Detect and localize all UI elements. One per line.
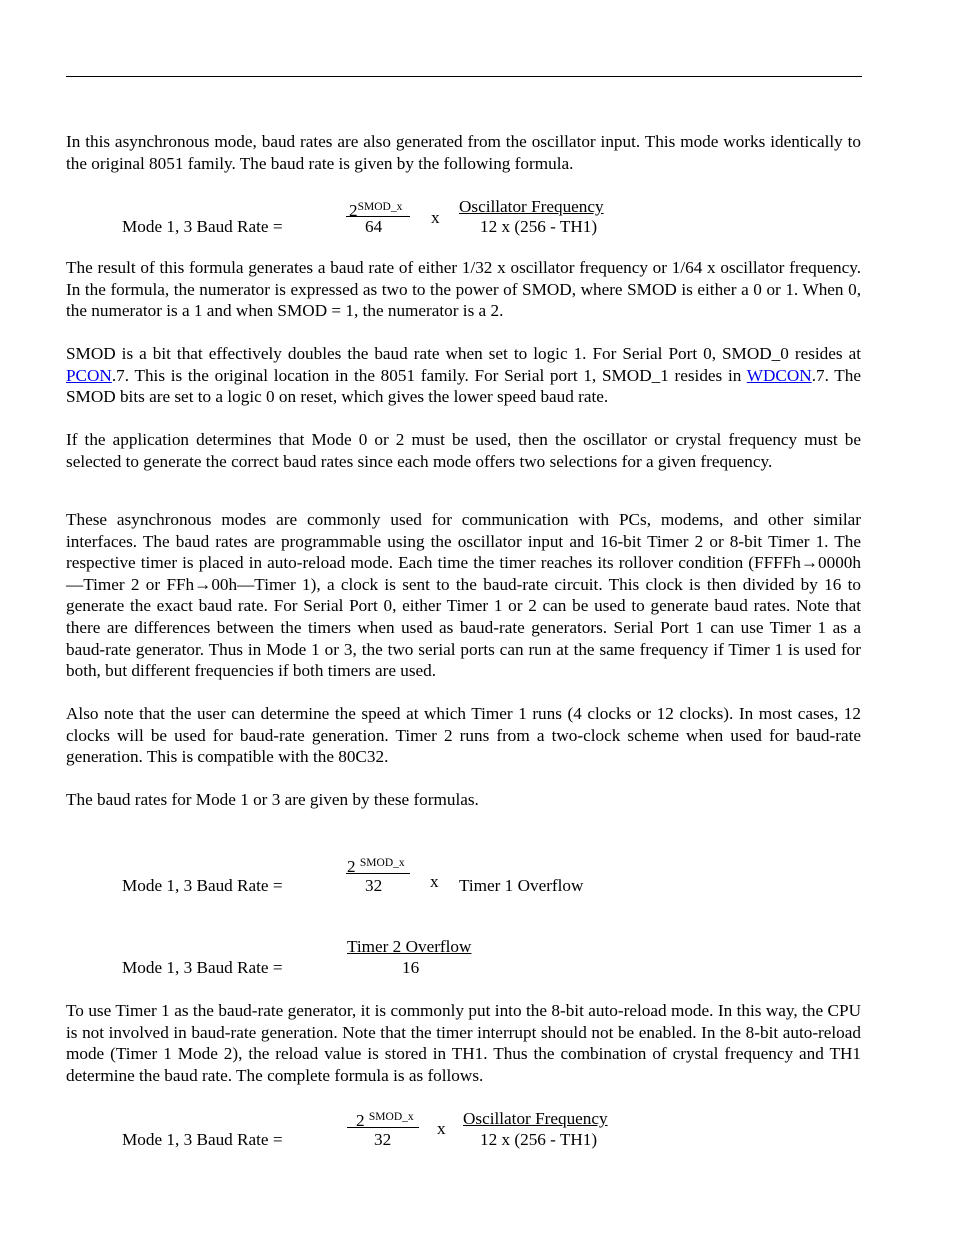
formula-2-label: Mode 1, 3 Baud Rate =: [122, 876, 283, 895]
formula-4-numerator: 2 $^{SMOD\_x}$: [356, 1111, 414, 1130]
formula-1-numerator: $2^{SMOD\_x}$: [349, 201, 403, 220]
result-paragraph: The result of this formula generates a baud rate of either 1/32 x oscillator frequency or 1/64 x oscillator frequency. In the formula, the numerator is expressed as two to the power of SMOD, where SMOD is either a 0 or 1. When 0, the numerator is a 1 and when SMOD = 1, the numerator is a 2.: [66, 258, 861, 321]
formula-3-label: Mode 1, 3 Baud Rate =: [122, 958, 283, 977]
formula-1-numerator-2: Oscillator Frequency: [459, 197, 604, 216]
formula-4-denominator-2: 12 x (256 - TH1): [480, 1130, 598, 1149]
formula-3-numerator: Timer 2 Overflow: [347, 937, 472, 956]
pcon-link[interactable]: PCON: [66, 365, 112, 385]
formula-1-label: Mode 1, 3 Baud Rate =: [122, 217, 283, 236]
formula-4-denominator: 32: [374, 1130, 392, 1149]
formula-4-fraction-bar: [347, 1127, 419, 1128]
formula-3-denominator: 16: [402, 958, 420, 977]
formulas-intro: The baud rates for Mode 1 or 3 are given by these formulas.: [66, 790, 479, 809]
formula-2-denominator: 32: [365, 876, 383, 895]
formula-1-denominator-2: 12 x (256 - TH1): [480, 217, 598, 236]
formula-4-label: Mode 1, 3 Baud Rate =: [122, 1130, 283, 1149]
wdcon-link[interactable]: WDCON: [746, 365, 812, 385]
async-modes-paragraph: These asynchronous modes are commonly used for communication with PCs, modems, and other similar interfaces. The baud rates are programmable using the oscillator input and 16-bit Timer 2 or 8-bit Timer 1. The respective timer is placed in auto-reload mode. Each time the timer reaches its rollover condition (FFFFh→0000h—Timer 2 or FFh→00h—Timer 1), a clock is sent to the baud-rate circuit. This clock is then divided by 16 to generate the exact baud rate. For Serial Port 0, either Timer 1 or 2 can be used to generate baud rates. Note that there are differences between the timers when used as baud-rate generators. Serial Port 1 can use Timer 1 as a baud-rate generator. Thus in Mode 1 or 3, the two serial ports can run at the same frequency if Timer 1 is used for both, but different frequencies if both timers are used.: [66, 510, 861, 681]
header-rule: [66, 76, 862, 77]
smod-paragraph: SMOD is a bit that effectively doubles the baud rate when set to logic 1. For Serial Port 0, SMOD_0 resides at PCON.7. This is the original location in the 8051 family. For Serial port 1, SMOD_1 resides in WDCON.7. The SMOD bits are set to a logic 0 on reset, which gives the lower speed baud rate.: [66, 344, 862, 407]
formula-4-times: x: [437, 1119, 446, 1138]
formula-2-numerator: 2 $^{SMOD\_x}$: [347, 857, 405, 876]
formula-2-fraction-bar: [346, 873, 410, 874]
timer1-generator-paragraph: To use Timer 1 as the baud-rate generator, it is commonly put into the 8-bit auto-reload mode. In this way, the CPU is not involved in baud-rate generation. Note that the timer interrupt should not be enabled. In the 8-bit auto-reload mode (Timer 1 Mode 2), the reload value is stored in TH1. Thus the combination of crystal frequency and TH1 determine the baud rate. The complete formula is as follows.: [66, 1001, 861, 1085]
intro-paragraph: In this asynchronous mode, baud rates are also generated from the oscillator input. This mode works identically to the original 8051 family. The baud rate is given by the following formula.: [66, 132, 861, 173]
formula-4-numerator-2: Oscillator Frequency: [463, 1109, 608, 1128]
formula-1-times: x: [431, 208, 440, 227]
application-paragraph: If the application determines that Mode 0 or 2 must be used, then the oscillator or crystal frequency must be selected to generate the correct baud rates since each mode offers two selections for a given frequency.: [66, 430, 861, 471]
formula-1-denominator: 64: [365, 217, 383, 236]
timer-speed-paragraph: Also note that the user can determine the speed at which Timer 1 runs (4 clocks or 12 clocks). In most cases, 12 clocks will be used for baud-rate generation. Timer 2 runs from a two-clock scheme when used for baud-rate generation. This is compatible with the 80C32.: [66, 704, 861, 767]
formula-2-times: x: [430, 872, 439, 891]
formula-2-term: Timer 1 Overflow: [459, 876, 584, 895]
